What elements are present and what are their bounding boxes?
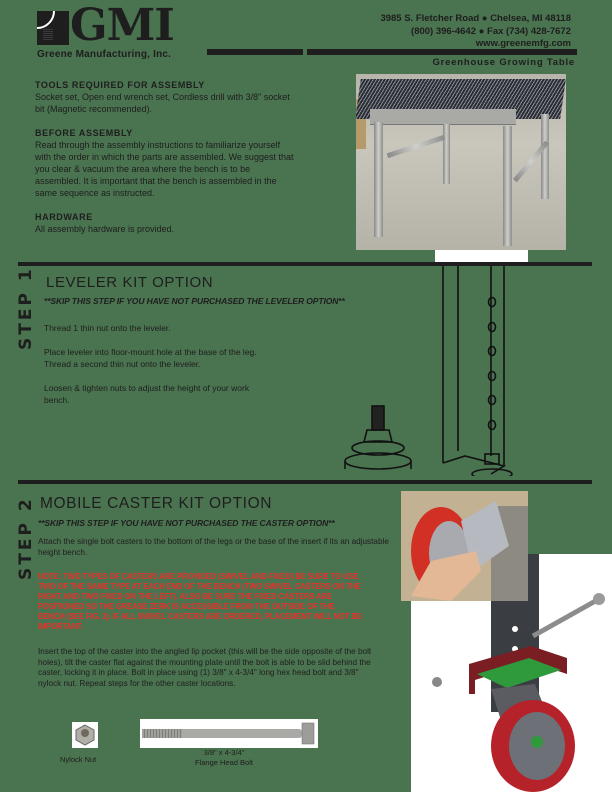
header-divider-left [207, 49, 303, 55]
growing-table-photo [356, 74, 566, 250]
bolt-size: 3/8" x 4-3/4" [203, 748, 245, 757]
bolt-name: Flange Head Bolt [195, 758, 253, 767]
section-divider [18, 480, 592, 484]
phone-line: (800) 396-4642 ● Fax (734) 428-7672 [411, 25, 571, 37]
nylock-nut-image [72, 722, 98, 748]
instruction-line: Thread 1 thin nut onto the leveler. [44, 323, 171, 333]
logo-mark-icon [37, 11, 69, 45]
instruction-line: Loosen & tighten nuts to adjust the height of your work bench. [44, 383, 250, 405]
document-title: Greenhouse Growing Table [432, 57, 575, 68]
caster-install-photo [401, 491, 528, 601]
company-name: Greene Manufacturing, Inc. [37, 49, 172, 60]
bolt-label [195, 748, 253, 768]
step-1-skip-note: **SKIP THIS STEP IF YOU HAVE NOT PURCHASED THE LEVELER OPTION** [44, 296, 345, 306]
leveler-diagram [340, 266, 540, 476]
tools-text: Socket set, Open end wrench set, Cordless drill with 3/8" socket bit (Magnetic recommended). [35, 92, 290, 114]
nylock-nut-label: Nylock Nut [60, 755, 97, 764]
step-1-title: LEVELER KIT OPTION [46, 274, 214, 291]
flange-head-bolt-image [140, 719, 318, 748]
step-2-label: STEP 2 [16, 496, 36, 580]
address-line: 3985 S. Fletcher Road ● Chelsea, MI 48118 [380, 13, 571, 24]
before-assembly-heading: BEFORE ASSEMBLY [35, 128, 133, 138]
caster-warning-note: NOTE: TWO TYPES OF CASTERS ARE PROVIDED (SWIVEL AND FIXED) BE SURE TO USE TWO OF THE SAME TYPE AT EACH END OF THE BENCH (TWO SWIVEL CASTERS ON THE RIGHT AND TWO FIXED ON THE LEFT). ALSO BE SURE THE FIXED CASTERS ARE POSITIONED SO THE GREASE ZERK IS ACCESSIBLE FROM THE OUTSIDE OF THE BENCH (SEE FIG. 2). IF ALL SWIVEL CASTERS ARE ORDERED, PLACEMENT WILL NOT BE IMPORTANT. [38, 572, 362, 631]
step-2-skip-note: **SKIP THIS STEP IF YOU HAVE NOT PURCHASED THE CASTER OPTION** [38, 518, 335, 528]
step-2-instructions: Insert the top of the caster into the angled lip pocket (this will be the side opposite of the bolt holes), tilt the caster flat against the mounting plate until the bolt is able to be slid behind the caster, locking it in place. Bolt in place using (1) 3/8" x 4-3/4" long hex head bolt and 3/8" nylock nut. Repeat steps for the other caster locations. [38, 647, 372, 688]
step-1-label: STEP 1 [16, 266, 36, 350]
tools-heading: TOOLS REQUIRED FOR ASSEMBLY [35, 80, 205, 90]
hardware-text: All assembly hardware is provided. [35, 224, 175, 234]
step-2-intro: Attach the single bolt casters to the bottom of the legs or the base of the insert if its an adjustable height bench. [38, 537, 389, 557]
instruction-line: Place leveler into floor-mount hole at the base of the leg. Thread a second thin nut onto the leveler. [44, 347, 257, 369]
before-assembly-text: Read through the assembly instructions to familiarize yourself with the order in which the parts are assembled. We suggest that you clear & vacuum the area where the bench is to be assembled. It is important that the bench is assembled in the same sequence as instructed. [35, 140, 294, 198]
hardware-heading: HARDWARE [35, 212, 93, 222]
logo-text: GMI [70, 0, 174, 51]
company-logo [37, 0, 197, 61]
website-link[interactable]: www.greenemfg.com [475, 38, 571, 49]
contact-block [380, 13, 571, 51]
intro-section [35, 79, 295, 235]
step-1-instructions [44, 322, 274, 418]
step-2-title: MOBILE CASTER KIT OPTION [40, 495, 273, 512]
header-divider [307, 49, 577, 55]
